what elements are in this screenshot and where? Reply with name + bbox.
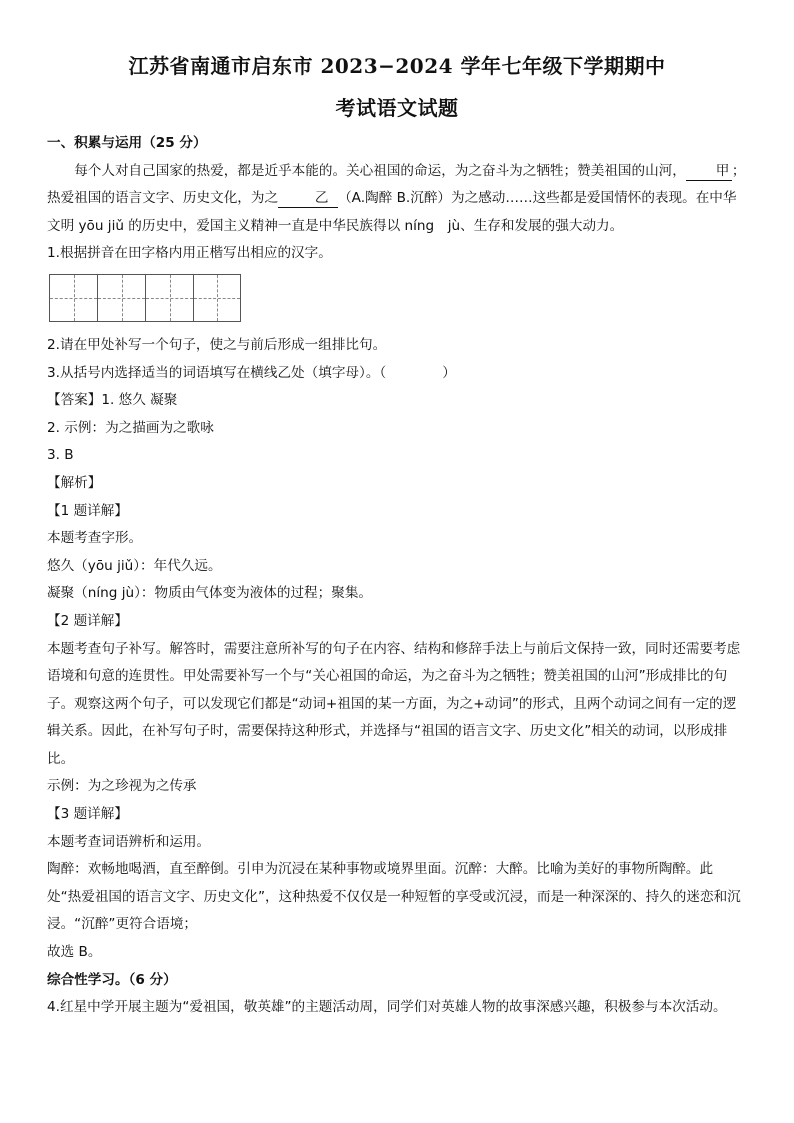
detail-3-line: 故选 B。 (47, 944, 102, 961)
exam-title-line2: 考试语文试题 (335, 96, 459, 120)
exam-content (47, 130, 747, 1022)
passage-text-c: （A.陶醉 B.沉醉）为之感动……这些都是爱国情怀的表现。在中华文明 yōu jiǔ 的历史中，爱国主义精神一直是中华民族得以 níng jù、生存和发展的强大动力。 (47, 190, 737, 234)
analysis-heading: 【解析】 (47, 474, 102, 491)
tianzige-cell (49, 274, 97, 322)
detail-2-example: 示例：为之珍视为之传承 (47, 778, 197, 795)
answer-heading: 【答案】 (47, 392, 102, 409)
tianzige-cell (193, 274, 241, 322)
detail-3-line: 陶醉：欢畅地喝酒，直至醉倒。引申为沉浸在某种事物或境界里面。沉醉：大醉。比喻为美好的事物所陶醉。此处“热爱祖国的语言文字、历史文化”，这种热爱不仅仅是一种短暂的享受或沉浸，而是一种深深的、持久的迷恋和沉浸。“沉醉”更符合语境； (47, 861, 741, 933)
detail-2-heading: 【2 题详解】 (47, 612, 128, 629)
detail-1-heading: 【1 题详解】 (47, 502, 128, 519)
passage-text-a: 每个人对自己国家的热爱，都是近乎本能的。关心祖国的命运，为之奋斗为之牺牲；赞美祖国的山河， (74, 162, 686, 179)
question-2: 2.请在甲处补写一个句子，使之与前后形成一组排比句。 (47, 336, 387, 353)
blank-yi: 乙 (278, 189, 338, 208)
detail-3-heading: 【3 题详解】 (47, 806, 128, 823)
detail-2-text: 本题考查句子补写。解答时，需要注意所补写的句子在内容、结构和修辞手法上与前后文保持一致，同时还需要考虑语境和句意的连贯性。甲处需要补写一个与“关心祖国的命运，为之奋斗为之牺牲；赞美祖国的山河”形成排比的句子。观察这两个句子，可以发现它们都是“动词+祖国的某一方面，为之+动词”的形式，且两个动词之间有一定的逻辑关系。因此，在补写句子时，需要保持这种形式，并选择与“祖国的语言文字、历史文化”相关的动词，以形成排比。 (47, 640, 741, 767)
question-1: 1.根据拼音在田字格内用正楷写出相应的汉字。 (47, 245, 332, 262)
exam-title-line1: 江苏省南通市启东市 2023−2024 学年七年级下学期期中 (128, 54, 666, 78)
answer-block (47, 387, 747, 415)
passage-text-b: ；热爱祖国的语言文字、历史文化，为之 (47, 162, 746, 207)
question-4: 4.红星中学开展主题为“爱祖国，敬英雄”的主题活动周，同学们对英雄人物的故事深感兴趣，积极参与本次活动。 (47, 999, 727, 1016)
tianzige-cell (145, 274, 193, 322)
section1-heading: 一、积累与运用（25 分） (47, 135, 207, 151)
detail-1-line: 悠久（yōu jiǔ）：年代久远。 (47, 557, 222, 574)
detail-1-line: 凝聚（níng jù）：物质由气体变为液体的过程；聚集。 (47, 585, 373, 602)
question-3-text: 3.从括号内选择适当的词语填写在横线乙处（填字母）。（ (47, 364, 387, 381)
passage-paragraph (47, 158, 747, 241)
detail-3-line: 本题考查词语辨析和运用。 (47, 833, 211, 850)
tianzige-cell (97, 274, 145, 322)
question-3 (47, 360, 747, 388)
answer-3: 3. B (47, 447, 74, 464)
tianzige-grid (49, 274, 747, 322)
answer-1: 1. 悠久 凝聚 (101, 392, 178, 409)
blank-jia: 甲 (686, 162, 732, 181)
detail-1-line: 本题考查字形。 (47, 530, 143, 547)
question-3-close: ） (442, 364, 456, 381)
section2-heading: 综合性学习。（6 分） (47, 971, 177, 988)
answer-2: 2. 示例：为之描画为之歌咏 (47, 419, 214, 436)
